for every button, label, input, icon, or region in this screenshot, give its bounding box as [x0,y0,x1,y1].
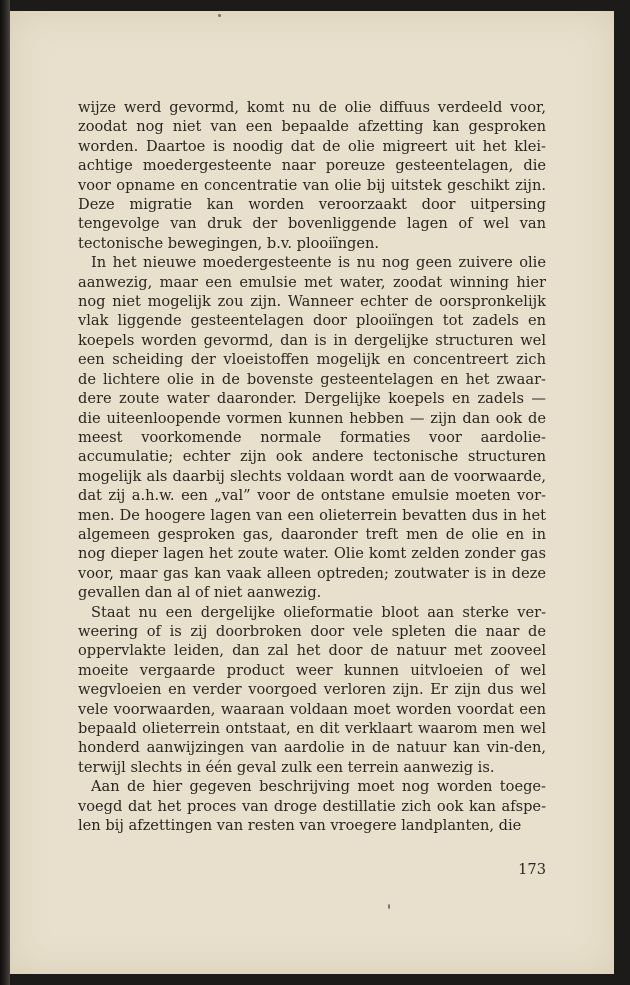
page-number: 173 [518,861,546,878]
paragraph-1: wijze werd gevormd, komt nu de olie diffuus verdeeld voor, zoodat nog niet van een bepaalde afzetting kan gesproken worden. Daartoe is noodig dat de olie migreert uit het klei-achtige moedergesteente naar poreuze gesteentelagen, die voor opname en concentratie van olie bij uitstek geschikt zijn. Deze migratie kan worden veroorzaakt door uitpersing tengevolge van druk der bovenliggende lagen of wel van tectonische bewegingen, b.v. plooiïngen. [78,99,546,252]
paragraph-4: Aan de hier gegeven beschrijving moet nog worden toege-voegd dat het proces van droge destillatie zich ook kan afspe-len bij afzettingen van resten van vroegere landplanten, die [78,778,546,835]
page-sheet [10,11,614,974]
paper-speck [388,904,390,909]
paper-speck [218,14,221,17]
paragraph-2: In het nieuwe moedergesteente is nu nog geen zuivere olie aanwezig, maar een emulsie met water, zoodat winning hier nog niet mogelijk zou zijn. Wanneer echter de oorspronkelijk vlak liggende gesteentelagen door plooiïngen tot zadels en koepels worden gevormd, dan is in dergelijke structuren wel een scheiding der vloeistoffen mogelijk en concentreert zich de lichtere olie in de bovenste gesteentelagen en het zwaar-dere zoute water daaronder. Dergelijke koepels en zadels — die uiteenloopende vormen kunnen hebben — zijn dan ook de meest voorkomende normale formaties voor aardolie-accumulatie; echter zijn ook andere tectonische structuren mogelijk als daarbij slechts voldaan wordt aan de voorwaarde, dat zij a.h.w. een „val” voor de ontstane emulsie moeten vor-men. De hoogere lagen van een olieterrein bevatten dus in het algemeen gesproken gas, daaronder treft men de olie en in nog dieper lagen het zoute water. Olie komt zelden zonder gas voor, maar gas kan vaak alleen optreden; zoutwater is in deze gevallen dan al of niet aanwezig. [78,254,546,602]
book-binding-edge [0,0,10,985]
paragraph-3: Staat nu een dergelijke olieformatie bloot aan sterke ver-weering of is zij doorbroken door vele spleten die naar de oppervlakte leiden, dan zal het door de natuur met zooveel moeite vergaarde product weer kunnen uitvloeien of wel wegvloeien en verder voorgoed verloren zijn. Er zijn dus wel vele voorwaarden, waaraan voldaan moet worden voordat een bepaald olieterrein ontstaat, en dit verklaart waarom men wel honderd aanwijzingen van aardolie in de natuur kan vin-den, terwijl slechts in één geval zulk een terrein aanwezig is. [78,603,546,776]
body-text [78,98,546,835]
